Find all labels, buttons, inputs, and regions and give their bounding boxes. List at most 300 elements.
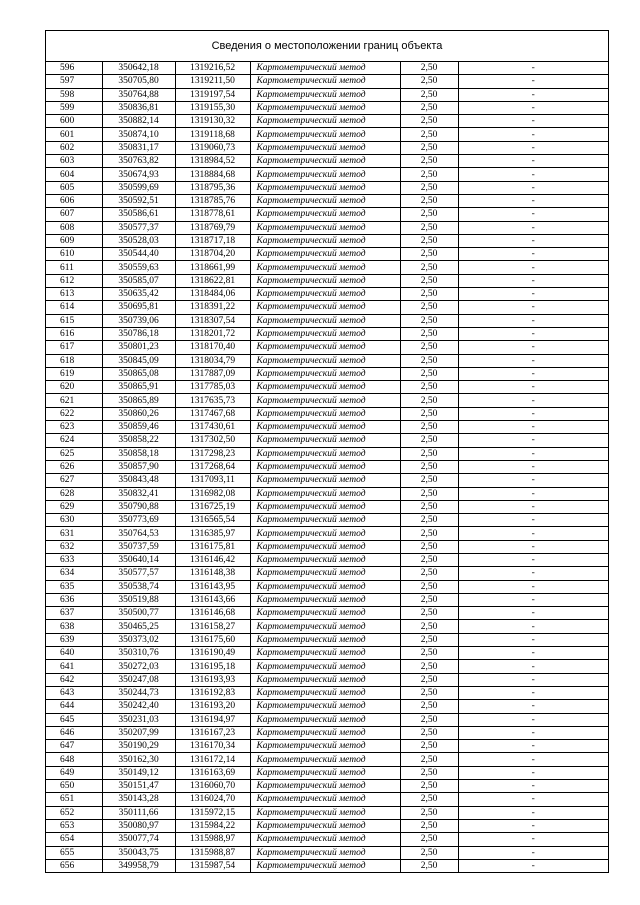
description-cell: - bbox=[458, 660, 608, 673]
description-cell: - bbox=[458, 793, 608, 806]
precision-cell: 2,50 bbox=[400, 274, 458, 287]
y-coordinate-cell: 1316175,60 bbox=[175, 633, 250, 646]
point-number-cell: 651 bbox=[46, 793, 102, 806]
description-cell: - bbox=[458, 75, 608, 88]
point-number-cell: 653 bbox=[46, 819, 102, 832]
x-coordinate-cell: 350642,18 bbox=[102, 62, 175, 75]
table-row bbox=[46, 766, 608, 779]
y-coordinate-cell: 1319216,52 bbox=[175, 62, 250, 75]
table-row bbox=[46, 607, 608, 620]
precision-cell: 2,50 bbox=[400, 181, 458, 194]
method-cell: Картометрический метод bbox=[250, 141, 400, 154]
table-row bbox=[46, 500, 608, 513]
point-number-cell: 620 bbox=[46, 381, 102, 394]
description-cell: - bbox=[458, 540, 608, 553]
method-cell: Картометрический метод bbox=[250, 753, 400, 766]
method-cell: Картометрический метод bbox=[250, 421, 400, 434]
description-cell: - bbox=[458, 181, 608, 194]
y-coordinate-cell: 1319155,30 bbox=[175, 101, 250, 114]
x-coordinate-cell: 350190,29 bbox=[102, 740, 175, 753]
y-coordinate-cell: 1316146,42 bbox=[175, 553, 250, 566]
y-coordinate-cell: 1315988,97 bbox=[175, 833, 250, 846]
method-cell: Картометрический метод bbox=[250, 460, 400, 473]
point-number-cell: 638 bbox=[46, 620, 102, 633]
table-row bbox=[46, 819, 608, 832]
point-number-cell: 654 bbox=[46, 833, 102, 846]
precision-cell: 2,50 bbox=[400, 75, 458, 88]
point-number-cell: 605 bbox=[46, 181, 102, 194]
x-coordinate-cell: 350874,10 bbox=[102, 128, 175, 141]
y-coordinate-cell: 1318661,99 bbox=[175, 261, 250, 274]
description-cell: - bbox=[458, 673, 608, 686]
point-number-cell: 633 bbox=[46, 553, 102, 566]
y-coordinate-cell: 1316148,38 bbox=[175, 567, 250, 580]
y-coordinate-cell: 1318769,79 bbox=[175, 221, 250, 234]
precision-cell: 2,50 bbox=[400, 833, 458, 846]
y-coordinate-cell: 1319118,68 bbox=[175, 128, 250, 141]
y-coordinate-cell: 1315984,22 bbox=[175, 819, 250, 832]
table-row bbox=[46, 753, 608, 766]
precision-cell: 2,50 bbox=[400, 447, 458, 460]
description-cell: - bbox=[458, 341, 608, 354]
table-row bbox=[46, 793, 608, 806]
description-cell: - bbox=[458, 62, 608, 75]
table-row bbox=[46, 341, 608, 354]
precision-cell: 2,50 bbox=[400, 221, 458, 234]
point-number-cell: 625 bbox=[46, 447, 102, 460]
x-coordinate-cell: 350528,03 bbox=[102, 234, 175, 247]
y-coordinate-cell: 1317785,03 bbox=[175, 381, 250, 394]
precision-cell: 2,50 bbox=[400, 660, 458, 673]
x-coordinate-cell: 350272,03 bbox=[102, 660, 175, 673]
method-cell: Картометрический метод bbox=[250, 819, 400, 832]
precision-cell: 2,50 bbox=[400, 859, 458, 872]
x-coordinate-cell: 350860,26 bbox=[102, 407, 175, 420]
precision-cell: 2,50 bbox=[400, 607, 458, 620]
y-coordinate-cell: 1318622,81 bbox=[175, 274, 250, 287]
table-row bbox=[46, 846, 608, 859]
point-number-cell: 598 bbox=[46, 88, 102, 101]
table-row bbox=[46, 700, 608, 713]
description-cell: - bbox=[458, 553, 608, 566]
y-coordinate-cell: 1318704,20 bbox=[175, 248, 250, 261]
y-coordinate-cell: 1316195,18 bbox=[175, 660, 250, 673]
table-row bbox=[46, 381, 608, 394]
table-row bbox=[46, 155, 608, 168]
table-row bbox=[46, 221, 608, 234]
y-coordinate-cell: 1318307,54 bbox=[175, 314, 250, 327]
description-cell: - bbox=[458, 128, 608, 141]
method-cell: Картометрический метод bbox=[250, 327, 400, 340]
x-coordinate-cell: 350538,74 bbox=[102, 580, 175, 593]
table-row bbox=[46, 474, 608, 487]
description-cell: - bbox=[458, 819, 608, 832]
y-coordinate-cell: 1316158,27 bbox=[175, 620, 250, 633]
point-number-cell: 612 bbox=[46, 274, 102, 287]
description-cell: - bbox=[458, 421, 608, 434]
precision-cell: 2,50 bbox=[400, 288, 458, 301]
y-coordinate-cell: 1318170,40 bbox=[175, 341, 250, 354]
description-cell: - bbox=[458, 101, 608, 114]
boundary-sheet bbox=[45, 30, 609, 873]
y-coordinate-cell: 1317430,61 bbox=[175, 421, 250, 434]
x-coordinate-cell: 350111,66 bbox=[102, 806, 175, 819]
description-cell: - bbox=[458, 88, 608, 101]
x-coordinate-cell: 350080,97 bbox=[102, 819, 175, 832]
point-number-cell: 642 bbox=[46, 673, 102, 686]
method-cell: Картометрический метод bbox=[250, 474, 400, 487]
point-number-cell: 643 bbox=[46, 686, 102, 699]
precision-cell: 2,50 bbox=[400, 593, 458, 606]
x-coordinate-cell: 350843,48 bbox=[102, 474, 175, 487]
method-cell: Картометрический метод bbox=[250, 394, 400, 407]
y-coordinate-cell: 1315987,54 bbox=[175, 859, 250, 872]
y-coordinate-cell: 1317467,68 bbox=[175, 407, 250, 420]
description-cell: - bbox=[458, 633, 608, 646]
precision-cell: 2,50 bbox=[400, 806, 458, 819]
method-cell: Картометрический метод bbox=[250, 381, 400, 394]
table-row bbox=[46, 580, 608, 593]
point-number-cell: 610 bbox=[46, 248, 102, 261]
method-cell: Картометрический метод bbox=[250, 221, 400, 234]
point-number-cell: 602 bbox=[46, 141, 102, 154]
y-coordinate-cell: 1316060,70 bbox=[175, 780, 250, 793]
precision-cell: 2,50 bbox=[400, 474, 458, 487]
table-row bbox=[46, 514, 608, 527]
description-cell: - bbox=[458, 593, 608, 606]
y-coordinate-cell: 1315988,87 bbox=[175, 846, 250, 859]
y-coordinate-cell: 1316143,95 bbox=[175, 580, 250, 593]
x-coordinate-cell: 350592,51 bbox=[102, 194, 175, 207]
y-coordinate-cell: 1316190,49 bbox=[175, 647, 250, 660]
precision-cell: 2,50 bbox=[400, 726, 458, 739]
precision-cell: 2,50 bbox=[400, 793, 458, 806]
point-number-cell: 628 bbox=[46, 487, 102, 500]
point-number-cell: 607 bbox=[46, 208, 102, 221]
x-coordinate-cell: 350310,76 bbox=[102, 647, 175, 660]
method-cell: Картометрический метод bbox=[250, 660, 400, 673]
precision-cell: 2,50 bbox=[400, 367, 458, 380]
point-number-cell: 630 bbox=[46, 514, 102, 527]
y-coordinate-cell: 1319060,73 bbox=[175, 141, 250, 154]
method-cell: Картометрический метод bbox=[250, 168, 400, 181]
precision-cell: 2,50 bbox=[400, 686, 458, 699]
y-coordinate-cell: 1318484,06 bbox=[175, 288, 250, 301]
point-number-cell: 604 bbox=[46, 168, 102, 181]
x-coordinate-cell: 350599,69 bbox=[102, 181, 175, 194]
x-coordinate-cell: 350857,90 bbox=[102, 460, 175, 473]
table-row bbox=[46, 713, 608, 726]
precision-cell: 2,50 bbox=[400, 567, 458, 580]
table-row bbox=[46, 487, 608, 500]
table-row bbox=[46, 527, 608, 540]
table-row bbox=[46, 394, 608, 407]
method-cell: Картометрический метод bbox=[250, 700, 400, 713]
precision-cell: 2,50 bbox=[400, 248, 458, 261]
y-coordinate-cell: 1319197,54 bbox=[175, 88, 250, 101]
method-cell: Картометрический метод bbox=[250, 527, 400, 540]
description-cell: - bbox=[458, 740, 608, 753]
point-number-cell: 637 bbox=[46, 607, 102, 620]
precision-cell: 2,50 bbox=[400, 301, 458, 314]
precision-cell: 2,50 bbox=[400, 487, 458, 500]
table-row bbox=[46, 314, 608, 327]
description-cell: - bbox=[458, 474, 608, 487]
description-cell: - bbox=[458, 846, 608, 859]
table-row bbox=[46, 354, 608, 367]
table-row bbox=[46, 141, 608, 154]
description-cell: - bbox=[458, 460, 608, 473]
table-row bbox=[46, 806, 608, 819]
description-cell: - bbox=[458, 713, 608, 726]
table-row bbox=[46, 128, 608, 141]
y-coordinate-cell: 1316163,69 bbox=[175, 766, 250, 779]
y-coordinate-cell: 1316175,81 bbox=[175, 540, 250, 553]
description-cell: - bbox=[458, 314, 608, 327]
x-coordinate-cell: 350705,80 bbox=[102, 75, 175, 88]
point-number-cell: 645 bbox=[46, 713, 102, 726]
description-cell: - bbox=[458, 407, 608, 420]
x-coordinate-cell: 350882,14 bbox=[102, 115, 175, 128]
y-coordinate-cell: 1316192,83 bbox=[175, 686, 250, 699]
y-coordinate-cell: 1315972,15 bbox=[175, 806, 250, 819]
point-number-cell: 634 bbox=[46, 567, 102, 580]
y-coordinate-cell: 1316194,97 bbox=[175, 713, 250, 726]
y-coordinate-cell: 1318785,76 bbox=[175, 194, 250, 207]
point-number-cell: 599 bbox=[46, 101, 102, 114]
method-cell: Картометрический метод bbox=[250, 713, 400, 726]
x-coordinate-cell: 350858,22 bbox=[102, 434, 175, 447]
point-number-cell: 624 bbox=[46, 434, 102, 447]
method-cell: Картометрический метод bbox=[250, 155, 400, 168]
method-cell: Картометрический метод bbox=[250, 567, 400, 580]
point-number-cell: 648 bbox=[46, 753, 102, 766]
y-coordinate-cell: 1316982,08 bbox=[175, 487, 250, 500]
precision-cell: 2,50 bbox=[400, 460, 458, 473]
table-row bbox=[46, 88, 608, 101]
x-coordinate-cell: 350865,89 bbox=[102, 394, 175, 407]
method-cell: Картометрический метод bbox=[250, 686, 400, 699]
description-cell: - bbox=[458, 221, 608, 234]
x-coordinate-cell: 350244,73 bbox=[102, 686, 175, 699]
point-number-cell: 646 bbox=[46, 726, 102, 739]
description-cell: - bbox=[458, 354, 608, 367]
method-cell: Картометрический метод bbox=[250, 647, 400, 660]
description-cell: - bbox=[458, 527, 608, 540]
description-cell: - bbox=[458, 288, 608, 301]
table-row bbox=[46, 234, 608, 247]
x-coordinate-cell: 350695,81 bbox=[102, 301, 175, 314]
y-coordinate-cell: 1318717,18 bbox=[175, 234, 250, 247]
table-row bbox=[46, 633, 608, 646]
table-row bbox=[46, 620, 608, 633]
precision-cell: 2,50 bbox=[400, 713, 458, 726]
precision-cell: 2,50 bbox=[400, 740, 458, 753]
y-coordinate-cell: 1318201,72 bbox=[175, 327, 250, 340]
x-coordinate-cell: 350519,88 bbox=[102, 593, 175, 606]
point-number-cell: 655 bbox=[46, 846, 102, 859]
precision-cell: 2,50 bbox=[400, 341, 458, 354]
x-coordinate-cell: 350865,08 bbox=[102, 367, 175, 380]
precision-cell: 2,50 bbox=[400, 633, 458, 646]
method-cell: Картометрический метод bbox=[250, 115, 400, 128]
description-cell: - bbox=[458, 234, 608, 247]
method-cell: Картометрический метод bbox=[250, 234, 400, 247]
point-number-cell: 656 bbox=[46, 859, 102, 872]
method-cell: Картометрический метод bbox=[250, 726, 400, 739]
precision-cell: 2,50 bbox=[400, 194, 458, 207]
precision-cell: 2,50 bbox=[400, 819, 458, 832]
x-coordinate-cell: 350858,18 bbox=[102, 447, 175, 460]
x-coordinate-cell: 350585,07 bbox=[102, 274, 175, 287]
method-cell: Картометрический метод bbox=[250, 434, 400, 447]
table-row bbox=[46, 62, 608, 75]
method-cell: Картометрический метод bbox=[250, 128, 400, 141]
precision-cell: 2,50 bbox=[400, 394, 458, 407]
y-coordinate-cell: 1316565,54 bbox=[175, 514, 250, 527]
table-row bbox=[46, 726, 608, 739]
description-cell: - bbox=[458, 248, 608, 261]
description-cell: - bbox=[458, 274, 608, 287]
x-coordinate-cell: 350836,81 bbox=[102, 101, 175, 114]
x-coordinate-cell: 350544,40 bbox=[102, 248, 175, 261]
method-cell: Картометрический метод bbox=[250, 274, 400, 287]
table-row bbox=[46, 194, 608, 207]
description-cell: - bbox=[458, 607, 608, 620]
y-coordinate-cell: 1316172,14 bbox=[175, 753, 250, 766]
precision-cell: 2,50 bbox=[400, 434, 458, 447]
precision-cell: 2,50 bbox=[400, 101, 458, 114]
description-cell: - bbox=[458, 806, 608, 819]
point-number-cell: 597 bbox=[46, 75, 102, 88]
description-cell: - bbox=[458, 567, 608, 580]
table-row bbox=[46, 168, 608, 181]
precision-cell: 2,50 bbox=[400, 327, 458, 340]
description-cell: - bbox=[458, 686, 608, 699]
y-coordinate-cell: 1316725,19 bbox=[175, 500, 250, 513]
precision-cell: 2,50 bbox=[400, 700, 458, 713]
precision-cell: 2,50 bbox=[400, 62, 458, 75]
x-coordinate-cell: 349958,79 bbox=[102, 859, 175, 872]
method-cell: Картометрический метод bbox=[250, 261, 400, 274]
point-number-cell: 629 bbox=[46, 500, 102, 513]
table-row bbox=[46, 567, 608, 580]
precision-cell: 2,50 bbox=[400, 88, 458, 101]
description-cell: - bbox=[458, 194, 608, 207]
precision-cell: 2,50 bbox=[400, 168, 458, 181]
method-cell: Картометрический метод bbox=[250, 62, 400, 75]
table-row bbox=[46, 288, 608, 301]
y-coordinate-cell: 1316167,23 bbox=[175, 726, 250, 739]
method-cell: Картометрический метод bbox=[250, 367, 400, 380]
table-row bbox=[46, 115, 608, 128]
method-cell: Картометрический метод bbox=[250, 194, 400, 207]
table-row bbox=[46, 367, 608, 380]
point-number-cell: 623 bbox=[46, 421, 102, 434]
point-number-cell: 596 bbox=[46, 62, 102, 75]
table-row bbox=[46, 553, 608, 566]
point-number-cell: 635 bbox=[46, 580, 102, 593]
x-coordinate-cell: 350231,03 bbox=[102, 713, 175, 726]
y-coordinate-cell: 1316385,97 bbox=[175, 527, 250, 540]
x-coordinate-cell: 350773,69 bbox=[102, 514, 175, 527]
x-coordinate-cell: 350831,17 bbox=[102, 141, 175, 154]
precision-cell: 2,50 bbox=[400, 527, 458, 540]
method-cell: Картометрический метод bbox=[250, 740, 400, 753]
x-coordinate-cell: 350577,37 bbox=[102, 221, 175, 234]
table-row bbox=[46, 660, 608, 673]
method-cell: Картометрический метод bbox=[250, 208, 400, 221]
y-coordinate-cell: 1318884,68 bbox=[175, 168, 250, 181]
x-coordinate-cell: 350845,09 bbox=[102, 354, 175, 367]
point-number-cell: 641 bbox=[46, 660, 102, 673]
point-number-cell: 622 bbox=[46, 407, 102, 420]
method-cell: Картометрический метод bbox=[250, 859, 400, 872]
description-cell: - bbox=[458, 700, 608, 713]
precision-cell: 2,50 bbox=[400, 647, 458, 660]
description-cell: - bbox=[458, 327, 608, 340]
description-cell: - bbox=[458, 141, 608, 154]
point-number-cell: 600 bbox=[46, 115, 102, 128]
x-coordinate-cell: 350143,28 bbox=[102, 793, 175, 806]
method-cell: Картометрический метод bbox=[250, 793, 400, 806]
description-cell: - bbox=[458, 434, 608, 447]
table-row bbox=[46, 673, 608, 686]
precision-cell: 2,50 bbox=[400, 514, 458, 527]
method-cell: Картометрический метод bbox=[250, 593, 400, 606]
method-cell: Картометрический метод bbox=[250, 833, 400, 846]
point-number-cell: 644 bbox=[46, 700, 102, 713]
x-coordinate-cell: 350577,57 bbox=[102, 567, 175, 580]
method-cell: Картометрический метод bbox=[250, 806, 400, 819]
table-row bbox=[46, 780, 608, 793]
point-number-cell: 632 bbox=[46, 540, 102, 553]
method-cell: Картометрический метод bbox=[250, 553, 400, 566]
description-cell: - bbox=[458, 580, 608, 593]
method-cell: Картометрический метод bbox=[250, 766, 400, 779]
y-coordinate-cell: 1317298,23 bbox=[175, 447, 250, 460]
document-title: Сведения о местоположении границ объекта bbox=[46, 31, 608, 62]
method-cell: Картометрический метод bbox=[250, 248, 400, 261]
y-coordinate-cell: 1317268,64 bbox=[175, 460, 250, 473]
x-coordinate-cell: 350640,14 bbox=[102, 553, 175, 566]
description-cell: - bbox=[458, 261, 608, 274]
x-coordinate-cell: 350043,75 bbox=[102, 846, 175, 859]
point-number-cell: 652 bbox=[46, 806, 102, 819]
precision-cell: 2,50 bbox=[400, 115, 458, 128]
description-cell: - bbox=[458, 647, 608, 660]
table-row bbox=[46, 248, 608, 261]
table-row bbox=[46, 101, 608, 114]
table-row bbox=[46, 407, 608, 420]
y-coordinate-cell: 1319130,32 bbox=[175, 115, 250, 128]
point-number-cell: 639 bbox=[46, 633, 102, 646]
coordinates-table bbox=[46, 62, 608, 872]
y-coordinate-cell: 1319211,50 bbox=[175, 75, 250, 88]
x-coordinate-cell: 350763,82 bbox=[102, 155, 175, 168]
x-coordinate-cell: 350832,41 bbox=[102, 487, 175, 500]
x-coordinate-cell: 350373,02 bbox=[102, 633, 175, 646]
method-cell: Картометрический метод bbox=[250, 181, 400, 194]
x-coordinate-cell: 350500,77 bbox=[102, 607, 175, 620]
x-coordinate-cell: 350242,40 bbox=[102, 700, 175, 713]
precision-cell: 2,50 bbox=[400, 128, 458, 141]
precision-cell: 2,50 bbox=[400, 500, 458, 513]
table-row bbox=[46, 181, 608, 194]
table-row bbox=[46, 301, 608, 314]
table-row bbox=[46, 859, 608, 872]
x-coordinate-cell: 350247,08 bbox=[102, 673, 175, 686]
